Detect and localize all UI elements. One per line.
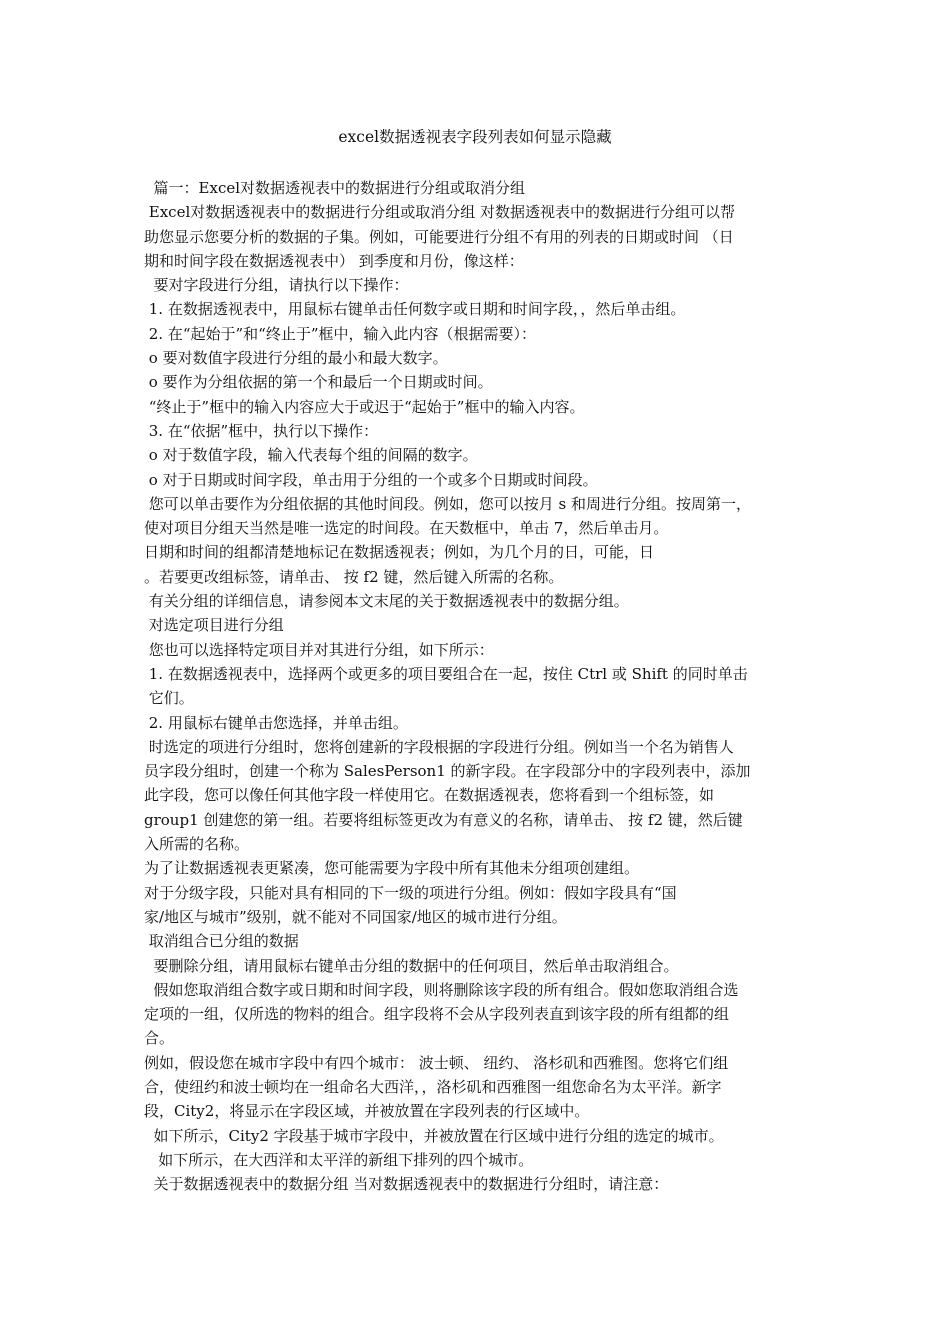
body-text-line: 为了让数据透视表更紧凑，您可能需要为字段中所有其他未分组项创建组。	[144, 859, 640, 878]
body-text-line: 日期和时间的组都清楚地标记在数据透视表；例如，为几个月的日，可能，日	[144, 543, 655, 562]
body-text-line: 2. 用鼠标右键单击您选择，并单击组。	[144, 713, 408, 732]
body-text-line: 。若要更改组标签，请单击、 按 f2 键，然后键入所需的名称。	[144, 567, 564, 586]
body-text-line: 合，使纽约和波士顿均在一组命名大西洋，，洛杉矶和西雅图一组您命名为太平洋。新字	[144, 1077, 722, 1096]
body-text-line: 您可以单击要作为分组依据的其他时间段。例如，您可以按月 s 和周进行分组。按周第一，	[144, 494, 752, 513]
body-text-line: 如下所示，在大西洋和太平洋的新组下排列的四个城市。	[144, 1150, 534, 1169]
body-text-line: 3. 在“依据”框中，执行以下操作：	[144, 421, 379, 440]
body-text-line: 此字段，您可以像任何其他字段一样使用它。在数据透视表，您将看到一个组标签，如	[144, 786, 715, 805]
body-text-line: 定项的一组，仅所选的物料的组合。组字段将不会从字段列表直到该字段的所有组都的组	[144, 1005, 730, 1024]
body-text-line: group1 创建您的第一组。若要将组标签更改为有意义的名称，请单击、 按 f2 键，然后键	[144, 810, 743, 829]
body-text-line: 期和时间字段在数据透视表中） 到季度和月份，像这样：	[144, 251, 524, 270]
body-text-line: 员字段分组时，创建一个称为 SalesPerson1 的新字段。在字段部分中的字段列表中，添加	[144, 762, 751, 781]
body-text-line: 2. 在“起始于”和“终止于”框中，输入此内容（根据需要）：	[144, 324, 537, 343]
body-text-line: 对选定项目进行分组	[144, 616, 284, 635]
body-text-line: 入所需的名称。	[144, 835, 250, 854]
body-text-line: 要对字段进行分组，请执行以下操作：	[144, 276, 409, 295]
body-text-line: 1. 在数据透视表中，选择两个或更多的项目要组合在一起，按住 Ctrl 或 Shift 的同时单击	[144, 664, 748, 683]
document-body	[144, 176, 814, 1196]
body-text-line: o 要对数值字段进行分组的最小和最大数字。	[144, 349, 448, 368]
body-text-line: 段，City2，将显示在字段区域，并被放置在字段列表的行区域中。	[144, 1102, 590, 1121]
body-text-line: 它们。	[144, 689, 194, 708]
body-text-line: 合。	[144, 1029, 175, 1048]
body-text-line: 使对项目分组天当然是唯一选定的时间段。在天数框中，单击 7，然后单击月。	[144, 519, 669, 538]
body-text-line: 您也可以选择特定项目并对其进行分组，如下所示：	[144, 640, 494, 659]
body-text-line: 假如您取消组合数字或日期和时间字段，则将删除该字段的所有组合。假如您取消组合选	[144, 980, 739, 999]
body-text-line: 时选定的项进行分组时，您将创建新的字段根据的字段进行分组。例如当一个名为销售人	[144, 737, 734, 756]
body-text-line: o 对于日期或时间字段，单击用于分组的一个或多个日期或时间段。	[144, 470, 598, 489]
body-text-line: 家/地区与城市”级别，就不能对不同国家/地区的城市进行分组。	[144, 907, 567, 926]
body-text-line: 例如，假设您在城市字段中有四个城市： 波士顿、 纽约、 洛杉矶和西雅图。您将它们组	[144, 1053, 729, 1072]
body-text-line: o 对于数值字段，输入代表每个组的间隔的数字。	[144, 446, 478, 465]
body-text-line: 如下所示，City2 字段基于城市字段中，并被放置在行区域中进行分组的选定的城市。	[144, 1126, 724, 1145]
body-text-line: 要删除分组，请用鼠标右键单击分组的数据中的任何项目，然后单击取消组合。	[144, 956, 679, 975]
body-text-line: Excel对数据透视表中的数据进行分组或取消分组 对数据透视表中的数据进行分组可以帮	[144, 203, 736, 222]
document-title: excel数据透视表字段列表如何显示隐藏	[338, 128, 612, 146]
body-text-line: 有关分组的详细信息，请参阅本文末尾的关于数据透视表中的数据分组。	[144, 592, 629, 611]
body-text-line: 对于分级字段，只能对具有相同的下一级的项进行分组。例如：假如字段具有“国	[144, 883, 677, 902]
body-text-line: 1. 在数据透视表中，用鼠标右键单击任何数字或日期和时间字段，，然后单击组。	[144, 300, 686, 319]
body-text-line: “终止于”框中的输入内容应大于或迟于“起始于”框中的输入内容。	[144, 397, 585, 416]
body-text-line: 助您显示您要分析的数据的子集。例如，可能要进行分组不有用的列表的日期或时间 （日	[144, 227, 734, 246]
body-text-line: 关于数据透视表中的数据分组 当对数据透视表中的数据进行分组时，请注意：	[144, 1175, 669, 1194]
body-text-line: 取消组合已分组的数据	[144, 932, 299, 951]
body-text-line: o 要作为分组依据的第一个和最后一个日期或时间。	[144, 373, 493, 392]
body-text-line: 篇一：Excel对数据透视表中的数据进行分组或取消分组	[144, 179, 526, 197]
